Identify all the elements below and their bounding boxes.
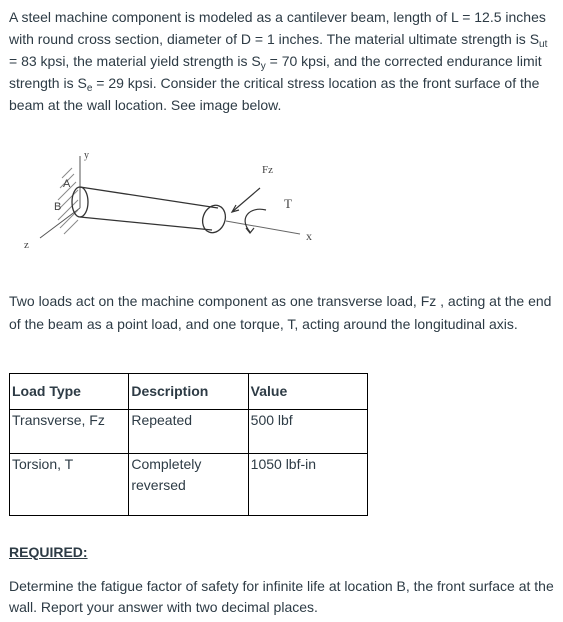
- table-row: [10, 410, 368, 454]
- cell-load-type: Transverse, Fz: [10, 410, 129, 454]
- torque-arrowhead: [246, 228, 254, 233]
- header-load-type: Load Type: [10, 374, 129, 410]
- label-T: T: [284, 196, 292, 211]
- intro-text-2: = 83 kpsi, the material yield strength is S: [9, 53, 261, 69]
- label-y: y: [84, 150, 89, 161]
- loads-table: [9, 373, 368, 516]
- torque-arrow: [245, 209, 266, 232]
- label-x: x: [306, 229, 312, 243]
- header-description: Description: [129, 374, 248, 410]
- subscript-ut: ut: [539, 39, 548, 50]
- cell-value: 1050 lbf-in: [248, 454, 367, 516]
- label-z: z: [24, 239, 29, 251]
- required-heading: REQUIRED:: [9, 544, 88, 560]
- header-value: Value: [248, 374, 367, 410]
- subscript-e: e: [86, 83, 93, 94]
- loads-paragraph: Two loads act on the machine component as one transverse load, Fz , acting at the end of the beam as a point load, and one torque, T, acting around the longitudinal axis.: [9, 293, 552, 332]
- subscript-y: y: [260, 61, 266, 72]
- cell-description: Completely reversed: [129, 454, 248, 516]
- force-arrow: [232, 188, 260, 212]
- intro-text-3: = 70 kpsi, and the corrected endurance limit strength is S: [9, 53, 542, 91]
- intro-paragraph: [9, 6, 557, 116]
- beam: [72, 187, 229, 236]
- cell-load-type: Torsion, T: [10, 454, 129, 516]
- x-axis: [226, 221, 300, 234]
- label-fz: Fz: [262, 164, 273, 176]
- table-row: [10, 454, 368, 516]
- label-A: A: [63, 178, 71, 190]
- intro-text-1: A steel machine component is modeled as a cantilever beam, length of L = 12.5 inches with round cross section, diameter of D = 1 inches. The material ultimate strength is S: [9, 9, 546, 47]
- cell-value: 500 lbf: [248, 410, 367, 454]
- task-paragraph: Determine the fatigue factor of safety for infinite life at location B, the front surface at the wall. Report your answer with two decimal places.: [9, 578, 554, 615]
- cantilever-beam-figure: [0, 148, 563, 268]
- label-B: B: [54, 201, 62, 213]
- cell-description: Repeated: [129, 410, 248, 454]
- intro-text-4: = 29 kpsi. Consider the critical stress location as the front surface of the beam at the wall location. See image below.: [9, 75, 540, 113]
